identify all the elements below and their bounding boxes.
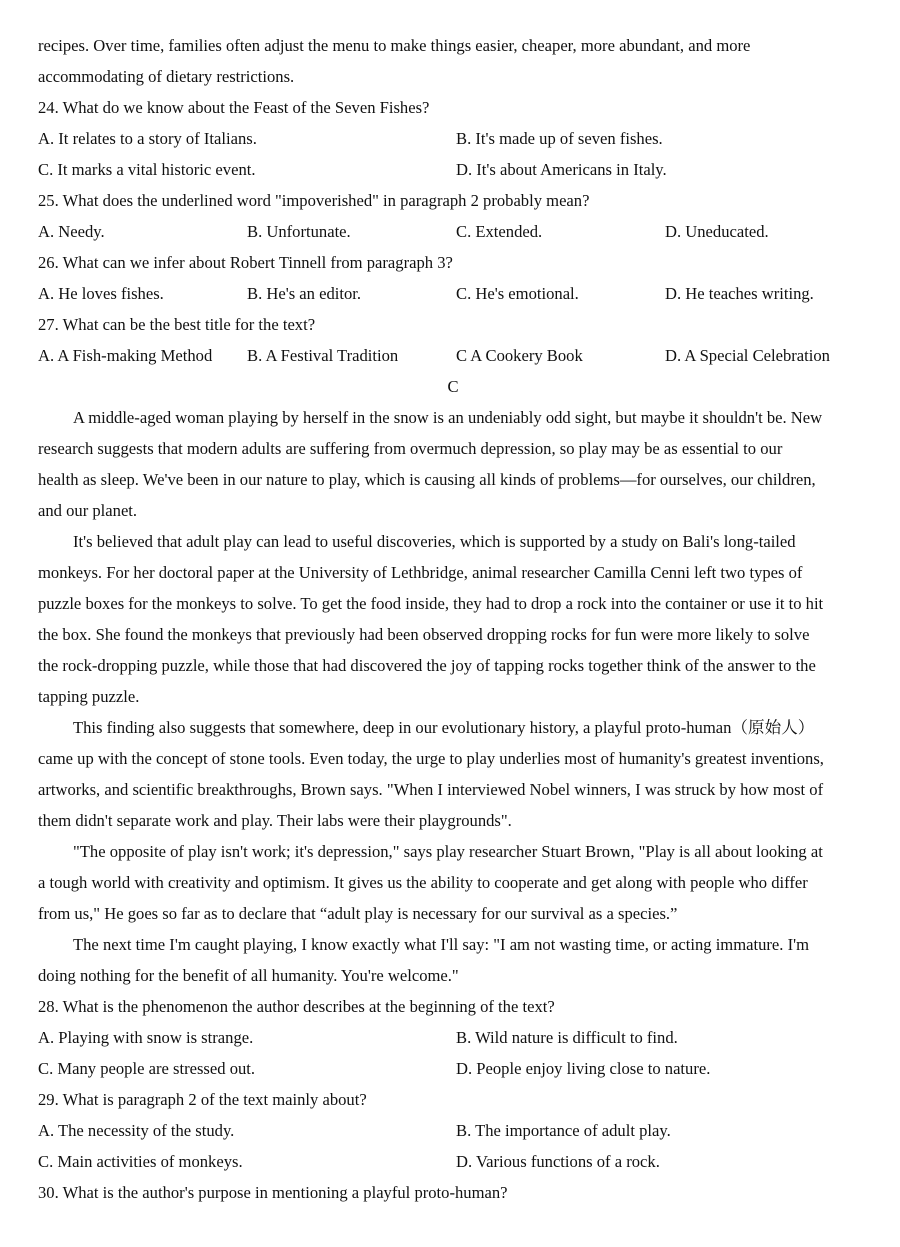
option-c: C. Main activities of monkeys.: [38, 1152, 243, 1171]
passage-paragraph-5: [38, 929, 868, 991]
question-25-stem: 25. What does the underlined word "impoverished" in paragraph 2 probably mean?: [38, 191, 590, 210]
question-28-options-row: [38, 1022, 868, 1053]
question-25-options-row: [38, 216, 868, 247]
option-d: D. Various functions of a rock.: [456, 1152, 660, 1171]
section-label: C: [447, 377, 459, 396]
question-28-options-row: [38, 1053, 868, 1084]
option-d: D. People enjoy living close to nature.: [456, 1059, 711, 1078]
passage-line: tapping puzzle.: [38, 687, 140, 706]
option-c: C. It marks a vital historic event.: [38, 160, 256, 179]
option-a: A. The necessity of the study.: [38, 1121, 235, 1140]
question-30-stem: 30. What is the author's purpose in mentioning a playful proto-human?: [38, 1183, 508, 1202]
option-b: B. A Festival Tradition: [247, 346, 399, 365]
option-c: C. Many people are stressed out.: [38, 1059, 256, 1078]
question-29-stem: 29. What is paragraph 2 of the text mainly about?: [38, 1090, 367, 1109]
passage-line: monkeys. For her doctoral paper at the University of Lethbridge, animal researcher Camilla Cenni left two types of: [38, 563, 803, 582]
option-b: B. The importance of adult play.: [456, 1121, 671, 1140]
passage-paragraph-2: [38, 526, 868, 712]
option-c: C A Cookery Book: [456, 346, 583, 365]
passage-line: This finding also suggests that somewhere, deep in our evolutionary history, a playful proto-human（原始人）: [73, 718, 815, 737]
question-27-stem: 27. What can be the best title for the text?: [38, 315, 316, 334]
option-a: A. Needy.: [38, 222, 105, 241]
passage-line: the box. She found the monkeys that previously had been observed dropping rocks for fun were more likely to solve: [38, 625, 810, 644]
passage-paragraph-4: [38, 836, 868, 929]
question-24-stem: 24. What do we know about the Feast of the Seven Fishes?: [38, 98, 430, 117]
passage-line: them didn't separate work and play. Their labs were their playgrounds".: [38, 811, 512, 830]
option-b: B. Wild nature is difficult to find.: [456, 1028, 678, 1047]
option-d: D. He teaches writing.: [665, 284, 814, 303]
question-27-options-row: [38, 340, 868, 371]
question-24-options-row: [38, 154, 868, 185]
passage-line: came up with the concept of stone tools. Even today, the urge to play underlies most of humanity's greatest inventions,: [38, 749, 824, 768]
passage-line: It's believed that adult play can lead to useful discoveries, which is supported by a study on Bali's long-tailed: [73, 532, 796, 551]
passage-line: health as sleep. We've been in our nature to play, which is causing all kinds of problems—for ourselves, our children,: [38, 470, 816, 489]
question-24-options-row: [38, 123, 868, 154]
option-c: C. Extended.: [456, 222, 543, 241]
option-b: B. He's an editor.: [247, 284, 362, 303]
passage-line: a tough world with creativity and optimism. It gives us the ability to cooperate and get along with people who differ: [38, 873, 808, 892]
question-28-stem: 28. What is the phenomenon the author describes at the beginning of the text?: [38, 997, 555, 1016]
option-d: D. Uneducated.: [665, 222, 769, 241]
passage-line: and our planet.: [38, 501, 138, 520]
question-26-options-row: [38, 278, 868, 309]
exam-page: [38, 30, 868, 1208]
continued-text-line: accommodating of dietary restrictions.: [38, 67, 295, 86]
passage-line: "The opposite of play isn't work; it's depression," says play researcher Stuart Brown, "Play is all about looking at: [73, 842, 823, 861]
passage-paragraph-1: [38, 402, 868, 526]
passage-paragraph-3: [38, 712, 868, 836]
option-a: A. He loves fishes.: [38, 284, 164, 303]
question-29-options-row: [38, 1115, 868, 1146]
option-a: A. A Fish-making Method: [38, 346, 213, 365]
continued-text-line: recipes. Over time, families often adjust the menu to make things easier, cheaper, more abundant, and more: [38, 36, 751, 55]
passage-line: The next time I'm caught playing, I know exactly what I'll say: "I am not wasting time, or acting immature. I'm: [73, 935, 809, 954]
option-a: A. Playing with snow is strange.: [38, 1028, 254, 1047]
option-d: D. It's about Americans in Italy.: [456, 160, 667, 179]
option-d: D. A Special Celebration: [665, 346, 830, 365]
option-a: A. It relates to a story of Italians.: [38, 129, 257, 148]
option-c: C. He's emotional.: [456, 284, 579, 303]
option-b: B. Unfortunate.: [247, 222, 351, 241]
passage-line: artworks, and scientific breakthroughs, Brown says. "When I interviewed Nobel winners, I was struck by how most of: [38, 780, 824, 799]
passage-line: puzzle boxes for the monkeys to solve. To get the food inside, they had to drop a rock into the container or use it to hit: [38, 594, 824, 613]
passage-line: doing nothing for the benefit of all humanity. You're welcome.": [38, 966, 459, 985]
passage-line: the rock-dropping puzzle, while those that had discovered the joy of tapping rocks together think of the answer to the: [38, 656, 816, 675]
passage-line: research suggests that modern adults are suffering from overmuch depression, so play may be as essential to our: [38, 439, 783, 458]
passage-line: from us," He goes so far as to declare that “adult play is necessary for our survival as a species.”: [38, 904, 678, 923]
question-29-options-row: [38, 1146, 868, 1177]
option-b: B. It's made up of seven fishes.: [456, 129, 663, 148]
question-26-stem: 26. What can we infer about Robert Tinnell from paragraph 3?: [38, 253, 453, 272]
passage-line: A middle-aged woman playing by herself in the snow is an undeniably odd sight, but maybe it shouldn't be. New: [73, 408, 823, 427]
